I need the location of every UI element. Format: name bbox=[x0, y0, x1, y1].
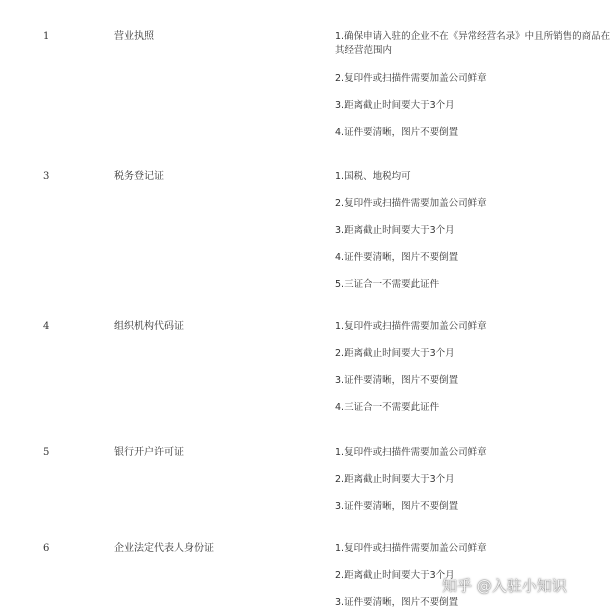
zhihu-watermark: 知乎 @入驻小知识 bbox=[442, 577, 567, 595]
requirement-item: 2.距离截止时间要大于3个月 bbox=[335, 474, 455, 485]
row-number: 4 bbox=[43, 321, 50, 332]
requirement-item: 3.证件要清晰，图片不要倒置 bbox=[335, 597, 459, 608]
row-number: 6 bbox=[43, 543, 50, 554]
certificate-name: 营业执照 bbox=[114, 31, 154, 42]
requirement-item: 5.三证合一不需要此证件 bbox=[335, 279, 440, 290]
requirement-item: 3.距离截止时间要大于3个月 bbox=[335, 225, 455, 236]
requirement-item: 1.国税、地税均可 bbox=[335, 171, 411, 182]
requirement-item: 4.证件要清晰，图片不要倒置 bbox=[335, 252, 459, 263]
certificate-name: 税务登记证 bbox=[114, 171, 164, 182]
row-number: 5 bbox=[43, 447, 50, 458]
certificate-name: 银行开户许可证 bbox=[114, 447, 184, 458]
requirement-item: 3.证件要清晰，图片不要倒置 bbox=[335, 375, 459, 386]
requirement-item: 3.证件要清晰，图片不要倒置 bbox=[335, 501, 459, 512]
requirement-item: 1.复印件或扫描件需要加盖公司鲜章 bbox=[335, 543, 487, 554]
row-number: 1 bbox=[43, 31, 50, 42]
requirement-item: 2.复印件或扫描件需要加盖公司鲜章 bbox=[335, 73, 487, 84]
certificate-name: 企业法定代表人身份证 bbox=[114, 543, 214, 554]
requirement-item: 1.复印件或扫描件需要加盖公司鲜章 bbox=[335, 321, 487, 332]
requirement-item: 2.距离截止时间要大于3个月 bbox=[335, 348, 455, 359]
requirement-item: 2.距离截止时间要大于3个月 bbox=[335, 570, 455, 581]
certificate-name: 组织机构代码证 bbox=[114, 321, 184, 332]
requirement-item: 3.距离截止时间要大于3个月 bbox=[335, 100, 455, 111]
row-number: 3 bbox=[43, 171, 50, 182]
requirement-item: 2.复印件或扫描件需要加盖公司鲜章 bbox=[335, 198, 487, 209]
requirement-item: 1.确保申请入驻的企业不在《异常经营名录》中且所销售的商品在其经营范围内 bbox=[335, 31, 611, 56]
requirement-item: 4.三证合一不需要此证件 bbox=[335, 402, 440, 413]
requirement-item: 4.证件要清晰，图片不要倒置 bbox=[335, 127, 459, 138]
requirement-item: 1.复印件或扫描件需要加盖公司鲜章 bbox=[335, 447, 487, 458]
